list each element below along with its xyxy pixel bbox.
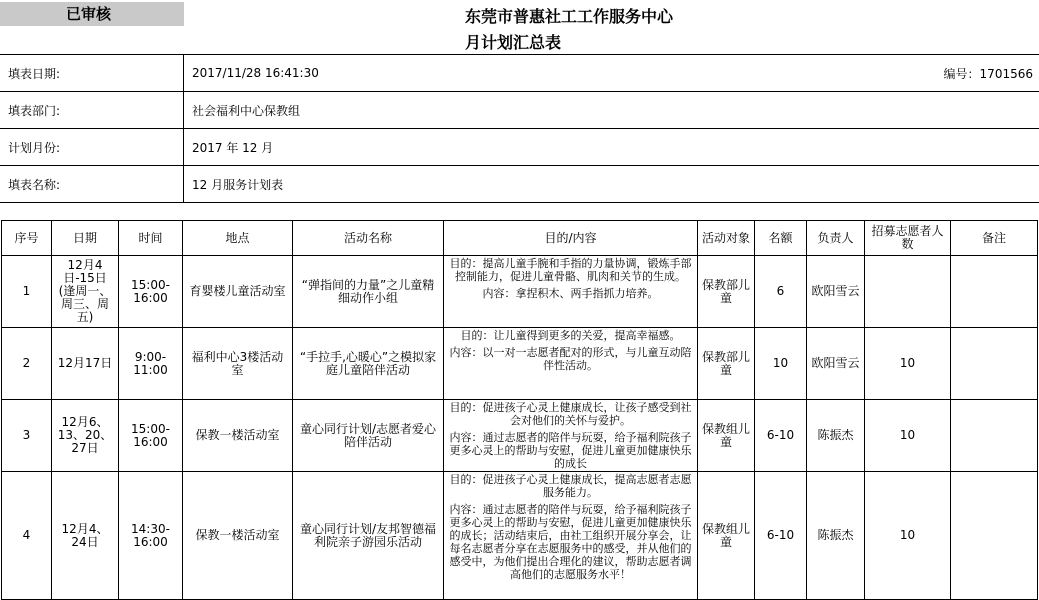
- cell-no: 1: [2, 256, 52, 328]
- form-title: 月计划汇总表: [465, 33, 562, 52]
- info-row-plan-month: [0, 129, 1039, 166]
- cell-remark: [951, 328, 1038, 400]
- cell-activity: 童心同行计划/志愿者爱心陪伴活动: [293, 400, 444, 472]
- cell-place: 育婴楼儿童活动室: [183, 256, 293, 328]
- cell-purpose-content: [444, 256, 698, 328]
- col-header-purpose: 目的/内容: [444, 221, 698, 256]
- col-header-activity: 活动名称: [293, 221, 444, 256]
- purpose-text: 目的：让儿童得到更多的关爱，提高幸福感。: [460, 329, 681, 342]
- col-header-quota: 名额: [755, 221, 807, 256]
- table-header-row: [2, 221, 1038, 256]
- cell-place: 保教一楼活动室: [183, 472, 293, 600]
- cell-date: 12月6、13、20、27日: [52, 400, 119, 472]
- info-row-fill-date: [0, 55, 1039, 92]
- serial-number: [611, 55, 1039, 92]
- cell-target: 保教部儿童: [698, 328, 755, 400]
- cell-time: 15:00-16:00: [119, 256, 183, 328]
- cell-place: 保教一楼活动室: [183, 400, 293, 472]
- cell-no: 3: [2, 400, 52, 472]
- col-header-time: 时间: [119, 221, 183, 256]
- form-name-value: 12 月服务计划表: [184, 166, 1039, 203]
- cell-time: 14:30-16:00: [119, 472, 183, 600]
- purpose-text: 目的：提高儿童手腕和手指的力量协调，锻炼手部控制能力，促进儿童骨骼、肌肉和关节的生成。: [449, 257, 692, 283]
- col-header-owner: 负责人: [807, 221, 865, 256]
- cell-quota: 6: [755, 256, 807, 328]
- cell-target: 保教组儿童: [698, 400, 755, 472]
- table-row: [2, 328, 1038, 400]
- form-name-label: 填表名称:: [0, 166, 184, 203]
- table-row: [2, 472, 1038, 600]
- content-text: 内容：通过志愿者的陪伴与玩耍，给予福利院孩子更多心灵上的帮助与安慰，促进儿童更加健康快乐的成长: [449, 431, 692, 470]
- form-info-table: [0, 54, 1039, 203]
- cell-volunteers: 10: [865, 472, 951, 600]
- col-header-target: 活动对象: [698, 221, 755, 256]
- table-row: [2, 400, 1038, 472]
- cell-remark: [951, 256, 1038, 328]
- cell-activity: “弹指间的力量”之儿童精细动作小组: [293, 256, 444, 328]
- cell-owner: 陈振杰: [807, 400, 865, 472]
- cell-purpose-content: [444, 328, 698, 400]
- cell-time: 15:00-16:00: [119, 400, 183, 472]
- cell-quota: 10: [755, 328, 807, 400]
- col-header-volunteers: 招募志愿者人数: [865, 221, 951, 256]
- cell-time: 9:00-11:00: [119, 328, 183, 400]
- col-header-no: 序号: [2, 221, 52, 256]
- cell-purpose-content: [444, 472, 698, 600]
- cell-owner: 欧阳雪云: [807, 256, 865, 328]
- purpose-text: 目的：促进孩子心灵上健康成长，提高志愿者志愿服务能力。: [449, 473, 692, 499]
- cell-owner: 陈振杰: [807, 472, 865, 600]
- cell-place: 福利中心3楼活动室: [183, 328, 293, 400]
- col-header-place: 地点: [183, 221, 293, 256]
- cell-date: 12月17日: [52, 328, 119, 400]
- cell-volunteers: 10: [865, 328, 951, 400]
- cell-quota: 6-10: [755, 400, 807, 472]
- cell-remark: [951, 400, 1038, 472]
- cell-volunteers: [865, 256, 951, 328]
- fill-date-value: 2017/11/28 16:41:30: [184, 55, 612, 92]
- cell-activity: 童心同行计划/友邦智德福利院亲子游园乐活动: [293, 472, 444, 600]
- organization-title: 东莞市普惠社工工作服务中心: [465, 7, 674, 26]
- plan-table: [1, 220, 1038, 600]
- content-text: 内容：以一对一志愿者配对的形式，与儿童互动陪伴性活动。: [449, 346, 692, 372]
- cell-quota: 6-10: [755, 472, 807, 600]
- cell-target: 保教组儿童: [698, 472, 755, 600]
- cell-owner: 欧阳雪云: [807, 328, 865, 400]
- cell-remark: [951, 472, 1038, 600]
- purpose-text: 目的：促进孩子心灵上健康成长，让孩子感受到社会对他们的关怀与爱护。: [449, 401, 692, 427]
- plan-month-value: 2017 年 12 月: [184, 129, 1039, 166]
- col-header-remark: 备注: [951, 221, 1038, 256]
- content-text: 内容：通过志愿者的陪伴与玩耍，给予福利院孩子更多心灵上的帮助与安慰，促进儿童更加健康快乐的成长；活动结束后，由社工组织开展分享会，让每名志愿者分享在志愿服务中的感受，并从他们的感受中，为他们提出合理化的建议，帮助志愿者调高他们的志愿服务水平！: [449, 503, 692, 581]
- cell-purpose-content: [444, 400, 698, 472]
- serial-label: 编号：: [943, 66, 980, 81]
- info-row-form-name: [0, 166, 1039, 203]
- info-row-department: [0, 92, 1039, 129]
- fill-date-label: 填表日期:: [0, 55, 184, 92]
- cell-date: 12月4日-15日(逢周一、周三、周五): [52, 256, 119, 328]
- content-text: 内容：拿捏积木、两手指抓力培养。: [482, 287, 659, 300]
- cell-no: 2: [2, 328, 52, 400]
- col-header-date: 日期: [52, 221, 119, 256]
- cell-volunteers: 10: [865, 400, 951, 472]
- serial-value: 1701566: [979, 66, 1033, 81]
- cell-activity: “手拉手,心暖心”之模拟家庭儿童陪伴活动: [293, 328, 444, 400]
- cell-date: 12月4、24日: [52, 472, 119, 600]
- status-badge: 已审核: [0, 2, 184, 26]
- department-label: 填表部门:: [0, 92, 184, 129]
- cell-target: 保教部儿童: [698, 256, 755, 328]
- cell-no: 4: [2, 472, 52, 600]
- table-row: [2, 256, 1038, 328]
- department-value: 社会福利中心保教组: [184, 92, 1039, 129]
- plan-month-label: 计划月份:: [0, 129, 184, 166]
